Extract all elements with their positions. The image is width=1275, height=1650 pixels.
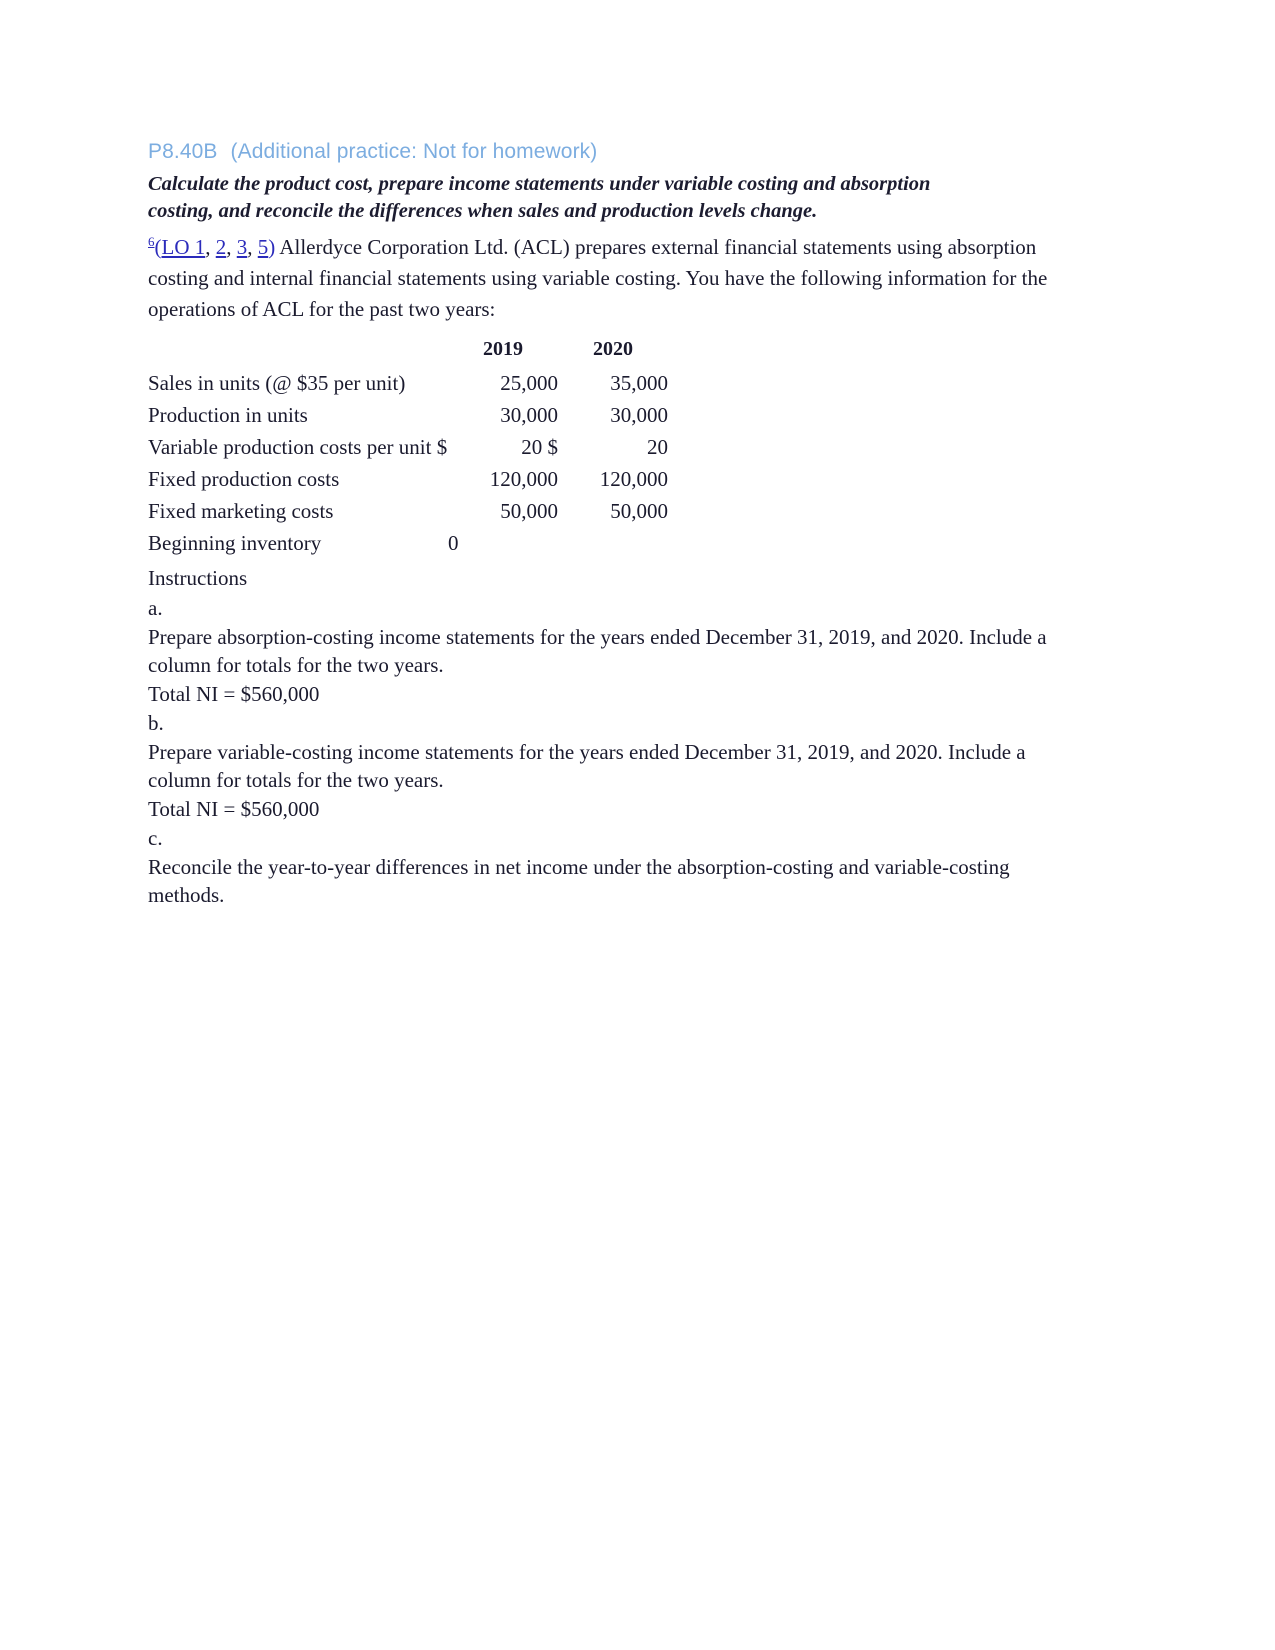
- row-value-production-units-2019: 30,000: [500, 403, 558, 427]
- row-value-beginning-inventory-2020: [558, 527, 668, 559]
- row-label-variable-production-cost-text: Variable production costs per unit: [148, 435, 432, 459]
- table-row: [148, 527, 668, 559]
- row-value-fixed-production-2019: 120,000: [489, 467, 558, 491]
- row-value-fixed-marketing-2019: 50,000: [500, 499, 558, 523]
- row-value-variable-cost-2020: 20: [647, 435, 668, 459]
- instruction-part-letter-b: b.: [148, 711, 164, 735]
- row-label-sales-units: Sales in units (@ $35 per unit): [148, 371, 406, 395]
- problem-code: P8.40B: [148, 140, 218, 163]
- problem-title-note: (Additional practice: Not for homework): [230, 140, 598, 163]
- problem-subtitle-line-2: costing, and reconcile the differences when sales and production levels change.: [148, 199, 818, 222]
- row-label-fixed-marketing-costs: Fixed marketing costs: [148, 499, 334, 523]
- table-row: [148, 431, 668, 463]
- footnote-reference-icon[interactable]: 6: [148, 234, 155, 249]
- table-row: [148, 367, 668, 399]
- table-row: [148, 399, 668, 431]
- instruction-part-letter-a: a.: [148, 596, 163, 620]
- table-header-row: [148, 333, 668, 367]
- lo-link-4[interactable]: 5: [257, 235, 269, 259]
- row-label-production-units: Production in units: [148, 403, 308, 427]
- lo-link-3[interactable]: 3: [236, 235, 248, 259]
- document-content: [148, 140, 1060, 909]
- instruction-part-text-a: Prepare absorption-costing income statements for the years ended December 31, 2019, and 2020. Include a column for totals for the two years.: [148, 625, 1047, 677]
- lo-close-paren: ): [268, 235, 276, 259]
- row-value-variable-cost-2019: [448, 431, 558, 463]
- row-value-variable-cost-2019-number: 20: [521, 435, 543, 459]
- given-data-table: [148, 333, 668, 559]
- instructions-heading: Instructions: [148, 566, 248, 590]
- problem-subtitle-line-1: Calculate the product cost, prepare income statements under variable costing and absorption: [148, 173, 931, 195]
- row-label-beginning-inventory: Beginning inventory: [148, 531, 322, 555]
- problem-subtitle: [148, 171, 1060, 224]
- row-label-variable-production-cost: [148, 431, 448, 463]
- row-value-production-units-2020: 30,000: [610, 403, 668, 427]
- instruction-part-text-b: Prepare variable-costing income statements for the years ended December 31, 2019, and 2020. Include a column for totals for the two years.: [148, 740, 1026, 792]
- table-row: [148, 463, 668, 495]
- table-header-2019: 2019: [483, 338, 523, 360]
- row-value-beginning-inventory-2019: 0: [448, 531, 459, 555]
- row-value-sales-units-2020: 35,000: [610, 371, 668, 395]
- table-header-blank: [148, 333, 448, 367]
- row-label-fixed-production-costs: Fixed production costs: [148, 467, 340, 491]
- lo-sep-3: ,: [247, 235, 258, 259]
- problem-body-paragraph: [148, 226, 1060, 325]
- lo-link-2[interactable]: 2: [215, 235, 227, 259]
- instruction-part-answer-a: Total NI = $560,000: [148, 682, 320, 706]
- row-dollar-sign-2019: $: [436, 435, 448, 459]
- row-value-fixed-production-2020: 120,000: [599, 467, 668, 491]
- lo-link-1[interactable]: LO 1: [161, 235, 206, 259]
- problem-body-text: Allerdyce Corporation Ltd. (ACL) prepares external financial statements using absorption costing and internal financial statements using variable costing. You have the following information for the operations of ACL for the past two years:: [148, 235, 1048, 321]
- lo-sep-1: ,: [205, 235, 216, 259]
- instruction-part-letter-c: c.: [148, 826, 163, 850]
- lo-open-paren: (: [154, 235, 162, 259]
- row-dollar-sign-2020: $: [547, 435, 558, 459]
- lo-sep-2: ,: [226, 235, 237, 259]
- problem-title: [148, 140, 1060, 164]
- instruction-part-text-c: Reconcile the year-to-year differences in net income under the absorption-costing and variable-costing methods.: [148, 855, 1010, 907]
- table-row: [148, 495, 668, 527]
- instruction-part-answer-b: Total NI = $560,000: [148, 797, 320, 821]
- table-header-2020: 2020: [593, 338, 633, 360]
- row-value-sales-units-2019: 25,000: [500, 371, 558, 395]
- row-value-fixed-marketing-2020: 50,000: [610, 499, 668, 523]
